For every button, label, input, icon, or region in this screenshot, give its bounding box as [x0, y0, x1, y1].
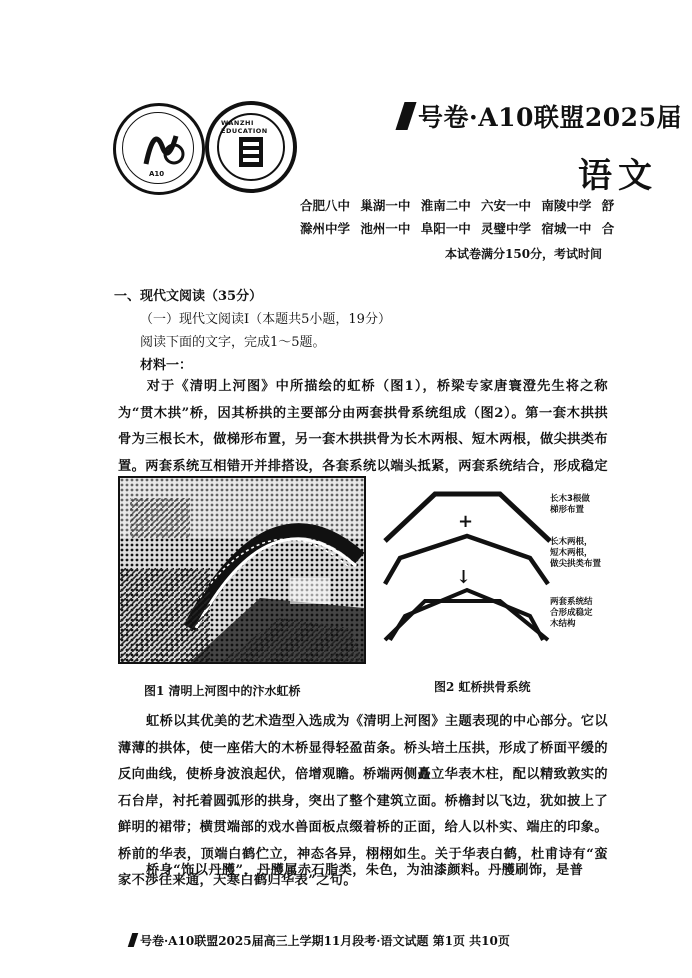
figure-1-caption: 图1 清明上河图中的汴水虹桥 — [144, 684, 301, 698]
logo-left-text: A10 — [149, 170, 165, 178]
alliance-emblem-icon — [116, 106, 202, 192]
exam-notice: 本试卷满分150分，考试时间 — [445, 247, 603, 261]
paragraph-3: 桥身“饰以丹雘”，丹雘属赤石脂类，朱色，为油漆颜料。丹雘刷饰，是普 — [146, 863, 584, 878]
school-logo-right — [205, 101, 297, 193]
education-emblem-icon — [209, 105, 293, 189]
footer-slash-icon — [128, 933, 139, 947]
logo-right-text: WANZHI EDUCATION — [221, 119, 268, 135]
schools-line-2: 滁州中学 池州一中 阜阳一中 灵璧中学 宿城一中 合 — [300, 221, 615, 236]
section-title: 一、现代文阅读（35分） — [114, 289, 263, 304]
paragraph-1: 对于《清明上河图》中所描绘的虹桥（图1），桥梁专家唐寰澄先生将之称为“贯木拱”桥，因其桥拱的主要部分由两套拱骨系统组成（图2）。第一套木拱拱骨为三根长木，做梯形布置，另一套木拱拱骨为长木两根、短木两根，做尖拱类布置。两套系统互相错开并排搭设，各套系统以端头抵紧，两套系统结合，形成稳定 — [118, 379, 608, 474]
arch-combined-a — [385, 601, 548, 640]
figure-2-caption: 图2 虹桥拱骨系统 — [434, 680, 531, 694]
figure-2-label-3: 两套系统结 合形成稳定 木结构 — [550, 597, 593, 629]
section-subtitle: （一）现代文阅读Ⅰ（本题共5小题，19分） — [140, 312, 391, 327]
material-label: 材料一： — [140, 358, 193, 373]
figure-1-painting — [118, 476, 366, 664]
school-logo-left — [113, 103, 205, 195]
subject-title: 语文 — [578, 156, 658, 196]
figure-2-label-1: 长木3根做 梯形布置 — [550, 494, 590, 515]
reading-instruction: 阅读下面的文字，完成1～5题。 — [140, 335, 326, 350]
plus-sign: + — [458, 511, 474, 532]
hongqiao-bridge-painting — [120, 478, 364, 662]
brand-slash-icon — [395, 102, 416, 130]
schools-line-1: 合肥八中 巢湖一中 淮南二中 六安一中 南陵中学 舒 — [300, 198, 615, 213]
brand-title: 号卷·A10联盟2025届 — [400, 98, 682, 134]
figure-2-label-2: 长木两根， 短木两根， 做尖拱类布置 — [550, 537, 602, 569]
down-arrow-icon: ↓ — [456, 567, 472, 588]
paragraph-2: 虹桥以其优美的艺术造型入选成为《清明上河图》主题表现的中心部分。它以薄薄的拱体，使一座偌大的木桥显得轻盈苗条。桥头培土压拱，形成了桥面平缓的反向曲线，使桥身波浪起伏，倍增观瞻。桥端两侧矗立华表木柱，配以精致敦实的石台岸，衬托着圆弧形的拱身，突出了整个建筑立面。桥檐封以飞边，犹如披上了鲜明的裙带；横贯端部的戏水兽面板点缀着桥的正面，给人以朴实、端庄的印象。桥前的华表，顶端白鹤伫立，神态各异，栩栩如生。关于华表白鹤，杜甫诗有“蛮家不渉往来通，天寒白鹤归华表”之句。 — [118, 714, 608, 888]
page-footer: 号卷·A10联盟2025届高三上学期11月段考·语文试题 第1页 共10页 — [130, 932, 510, 949]
